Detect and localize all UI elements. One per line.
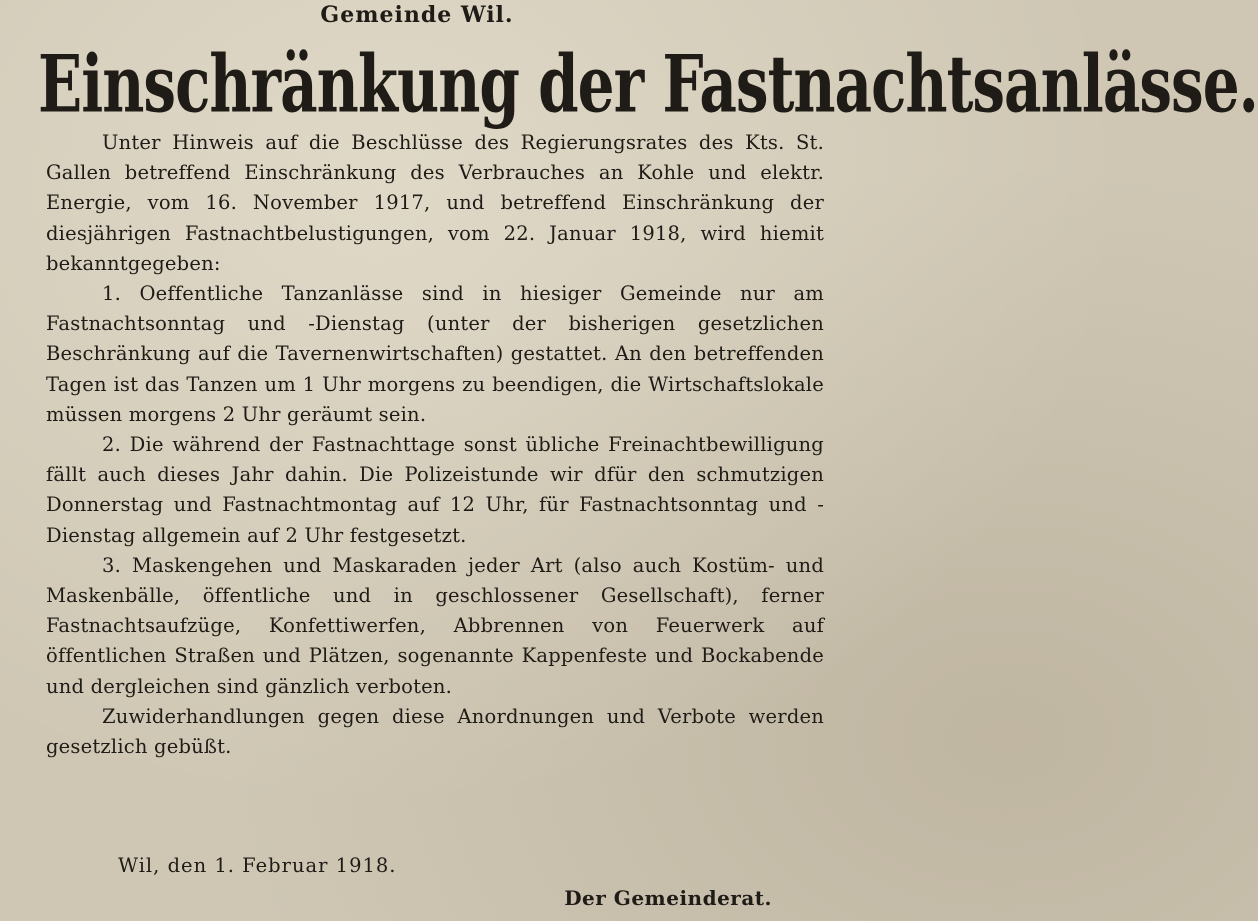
signature: Der Gemeinderat. bbox=[564, 886, 772, 910]
dateline: Wil, den 1. Februar 1918. bbox=[118, 854, 397, 877]
notice-headline: Einschränkung der Fastnachtsanlässe. bbox=[38, 38, 1258, 131]
rule-item-1: 1. Oeffentliche Tanzanlässe sind in hiesiger Gemeinde nur am Fastnachtsonntag und -Dienstag (unter der bisherigen gesetzlichen Beschränkung auf die Tavernenwirtschaften) gestattet. An den betreffenden Tagen ist das Tanzen um 1 Uhr morgens zu beendigen, die Wirtschaftslokale müssen morgens 2 Uhr geräumt sein. bbox=[46, 282, 824, 426]
intro-paragraph: Unter Hinweis auf die Beschlüsse des Regierungsrates des Kts. St. Gallen betreffend Einschränkung des Verbrauches an Kohle und elektr. Energie, vom 16. November 1917, und betreffend Einschränkung der diesjährigen Fastnachtbelustigungen, vom 22. Januar 1918, wird hiemit bekanntgegeben: bbox=[46, 131, 824, 275]
rule-item-3: 3. Maskengehen und Maskaraden jeder Art (also auch Kostüm- und Maskenbälle, öffentliche und in geschlossener Gesellschaft), ferner Fastnachtsaufzüge, Konfettiwerfen, Abbrennen von Feuerwerk auf öffentlichen Straßen und Plätzen, sogenannte Kappenfeste und Bockabende und dergleichen sind gänzlich verboten. bbox=[46, 553, 824, 698]
notice-issuer: Gemeinde Wil. bbox=[320, 2, 514, 28]
closing-paragraph: Zuwiderhandlungen gegen diese Anordnungen und Verbote werden gesetzlich gebüßt. bbox=[46, 704, 824, 759]
notice-body bbox=[46, 128, 824, 762]
rule-item-2: 2. Die während der Fastnachttage sonst übliche Freinachtbewilligung fällt auch dieses Jahr dahin. Die Polizeistunde wir dfür den schmutzigen Donnerstag und Fastnachtmontag auf 12 Uhr, für Fastnachtsonntag und -Dienstag allgemein auf 2 Uhr festgesetzt. bbox=[46, 433, 824, 547]
